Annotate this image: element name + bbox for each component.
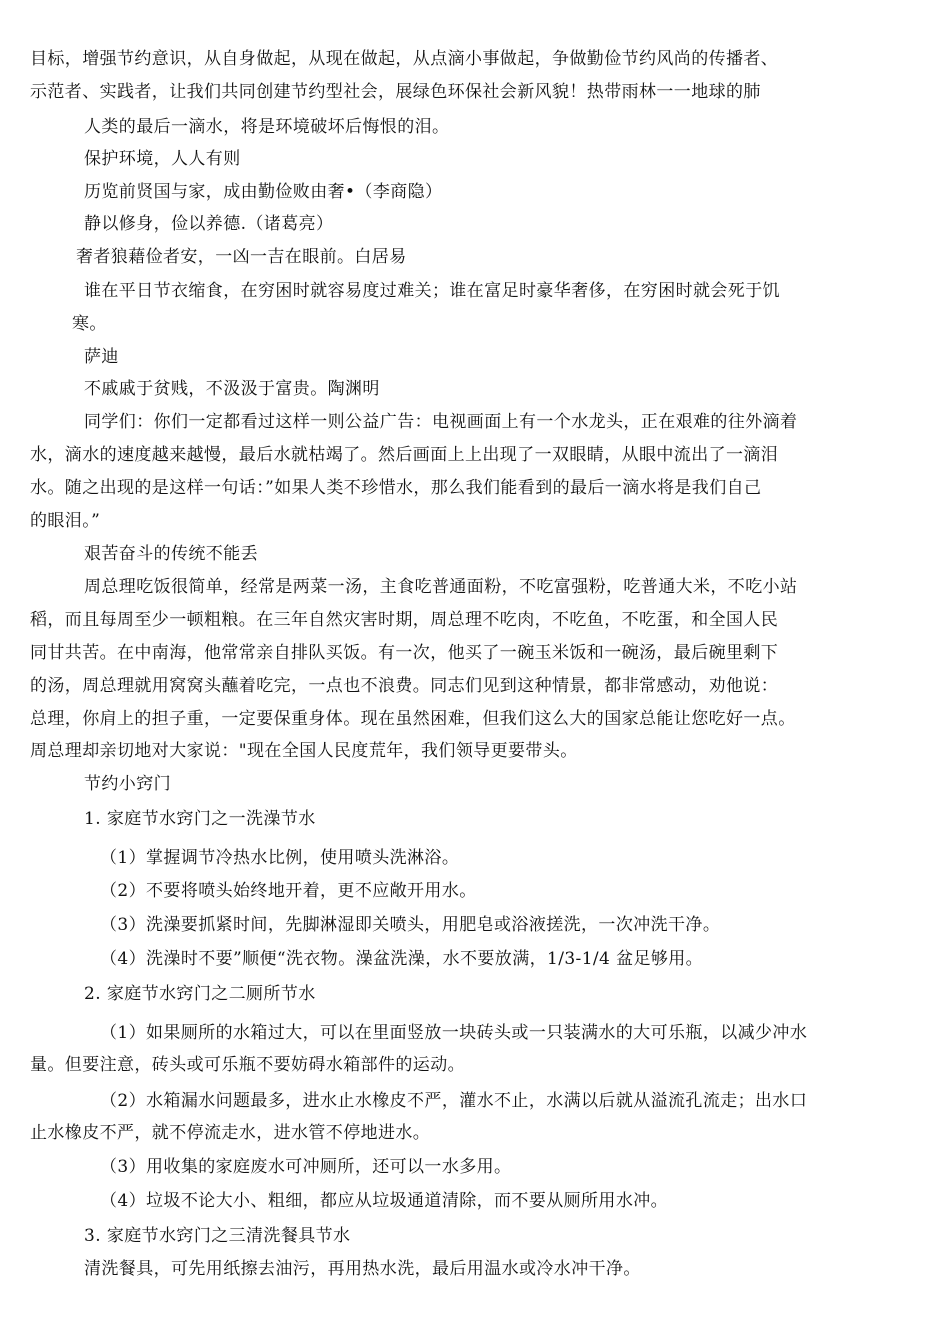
list-item: （1）如果厕所的水箱过大，可以在里面竖放一块砖头或一只装满水的大可乐瓶，以减少冲水 xyxy=(100,1023,808,1043)
text-line: 同学们：你们一定都看过这样一则公益广告：电视画面上有一个水龙头，正在艰难的往外滴着 xyxy=(84,412,798,432)
list-item: （2）不要将喷头始终地开着，更不应敞开用水。 xyxy=(100,881,477,901)
text-line: 奢者狼藉俭者安，一凶一吉在眼前。白居易 xyxy=(76,247,407,267)
section-heading: 节约小窍门 xyxy=(84,774,171,794)
text-line: 水，滴水的速度越来越慢，最后水就枯竭了。然后画面上上出现了一双眼睛，从眼中流出了一滴泪 xyxy=(30,445,779,465)
text-line: 人类的最后一滴水，将是环境破坏后悔恨的泪。 xyxy=(84,117,450,137)
text-line: 的眼泪。” xyxy=(30,511,101,531)
text-line: 萨迪 xyxy=(84,347,119,367)
list-item: （2）水箱漏水问题最多，进水止水橡皮不严，灌水不止，水满以后就从溢流孔流走；出水口 xyxy=(100,1091,808,1111)
list-item-continued: 止水橡皮不严，就不停流走水，进水管不停地进水。 xyxy=(30,1123,431,1143)
text-line: 艰苦奋斗的传统不能丢 xyxy=(84,544,258,564)
text-line: 保护环境，人人有则 xyxy=(84,149,241,169)
text-line: 清洗餐具，可先用纸擦去油污，再用热水洗，最后用温水或冷水冲干净。 xyxy=(84,1259,641,1279)
text-line: 稻，而且每周至少一顿粗粮。在三年自然灾害时期，周总理不吃肉，不吃鱼，不吃蛋，和全国人民 xyxy=(30,610,779,630)
list-item: （3）用收集的家庭废水可冲厕所，还可以一水多用。 xyxy=(100,1157,512,1177)
text-line: 总理，你肩上的担子重，一定要保重身体。现在虽然困难，但我们这么大的国家总能让您吃好一点。 xyxy=(30,709,796,729)
list-item: （4）洗澡时不要”顺便“洗衣物。澡盆洗澡，水不要放满，1/3-1/4 盆足够用。 xyxy=(100,949,704,969)
list-heading: 1. 家庭节水窍门之一洗澡节水 xyxy=(84,809,316,829)
list-heading: 2. 家庭节水窍门之二厕所节水 xyxy=(84,984,316,1004)
text-line: 寒。 xyxy=(72,314,107,334)
text-line: 示范者、实践者，让我们共同创建节约型社会，展绿色环保社会新风貌！热带雨林一一地球的肺 xyxy=(30,82,761,102)
text-line: 历览前贤国与家，成由勤俭败由奢•（李商隐） xyxy=(84,182,443,202)
text-line: 目标，增强节约意识，从自身做起，从现在做起，从点滴小事做起，争做勤俭节约风尚的传播者、 xyxy=(30,49,779,69)
text-line: 的汤，周总理就用窝窝头蘸着吃完，一点也不浪费。同志们见到这种情景，都非常感动，劝他说： xyxy=(30,676,779,696)
list-item: （4）垃圾不论大小、粗细，都应从垃圾通道清除，而不要从厕所用水冲。 xyxy=(100,1191,669,1211)
list-item: （1）掌握调节冷热水比例，使用喷头洗淋浴。 xyxy=(100,848,460,868)
text-line: 同甘共苦。在中南海，他常常亲自排队买饭。有一次，他买了一碗玉米饭和一碗汤，最后碗里剩下 xyxy=(30,643,779,663)
text-line: 不戚戚于贫贱，不汲汲于富贵。陶渊明 xyxy=(84,379,380,399)
text-line: 周总理吃饭很简单，经常是两菜一汤，主食吃普通面粉，不吃富强粉，吃普通大米，不吃小站 xyxy=(84,577,798,597)
list-item-continued: 量。但要注意，砖头或可乐瓶不要妨碍水箱部件的运动。 xyxy=(30,1055,465,1075)
list-heading: 3. 家庭节水窍门之三清洗餐具节水 xyxy=(84,1226,351,1246)
text-line: 周总理却亲切地对大家说："现在全国人民度荒年，我们领导更要带头。 xyxy=(30,741,578,761)
list-item: （3）洗澡要抓紧时间，先脚淋湿即关喷头，用肥皂或浴液搓洗，一次冲洗干净。 xyxy=(100,915,721,935)
text-line: 静以修身，俭以养德.（诸葛亮） xyxy=(84,214,334,234)
text-line: 谁在平日节衣缩食，在穷困时就容易度过难关；谁在富足时豪华奢侈，在穷困时就会死于饥 xyxy=(84,281,780,301)
text-line: 水。随之出现的是这样一句话：”如果人类不珍惜水，那么我们能看到的最后一滴水将是我们自己 xyxy=(30,478,762,498)
